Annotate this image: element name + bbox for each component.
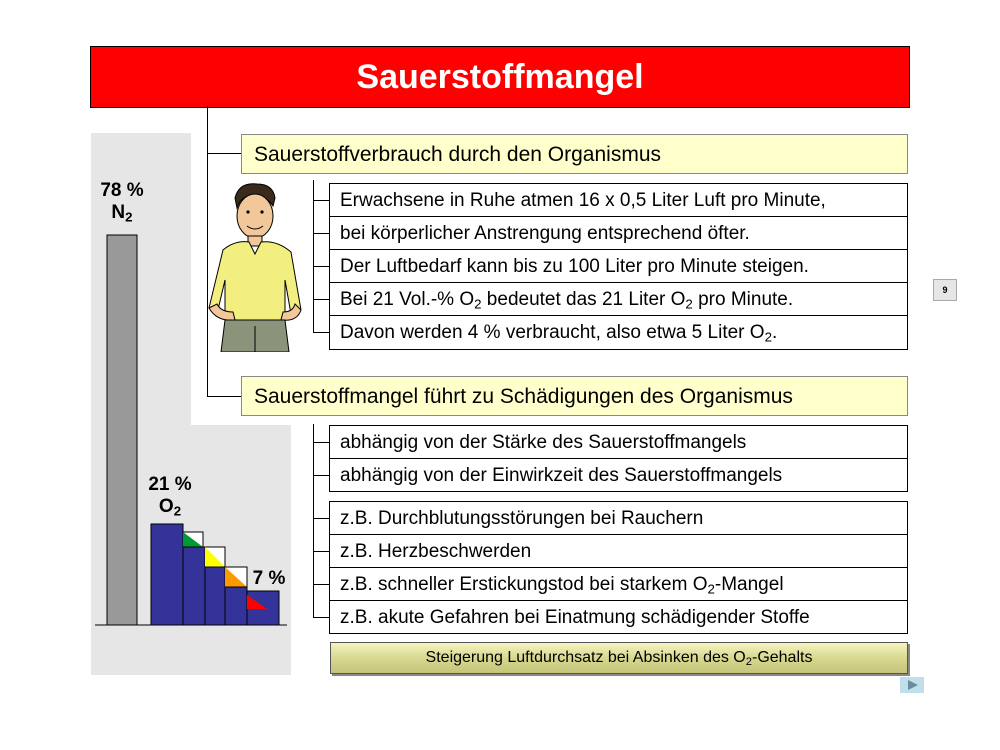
list-item: bei körperlicher Anstrengung entsprechend öfter. bbox=[330, 217, 907, 250]
o2-formula: $O_2$ bbox=[158, 496, 182, 519]
section1-tick-2 bbox=[313, 233, 329, 234]
section2-heading: Sauerstoffmangel führt zu Schädigungen des Organismus bbox=[241, 376, 908, 416]
o2-percent: 21 % bbox=[148, 474, 192, 495]
section2-group2-list bbox=[329, 501, 908, 634]
section2-tick-5 bbox=[313, 584, 329, 585]
o2-label bbox=[140, 474, 200, 522]
section2-tick-4 bbox=[313, 551, 329, 552]
list-item: z.B. akute Gefahren bei Einatmung schädigender Stoffe bbox=[340, 607, 810, 628]
list-item: abhängig von der Einwirkzeit des Sauerstoffmangels bbox=[340, 465, 783, 486]
section2-tick-3 bbox=[313, 518, 329, 519]
list-item: Erwachsene in Ruhe atmen 16 x 0,5 Liter Luft pro Minute, bbox=[330, 184, 907, 217]
connector-branch-2 bbox=[207, 396, 241, 397]
page-title: Sauerstoffmangel bbox=[90, 46, 910, 108]
section2-tick-2 bbox=[313, 475, 329, 476]
section1-tick-1 bbox=[313, 200, 329, 201]
steigerung-link-button[interactable]: Steigerung Luftdurchsatz bei Absinken des $O_2$-Gehalts bbox=[330, 642, 908, 674]
list-item: Bei 21 Vol.-% $O_2$ bedeutet das 21 Liter $O_2$ pro Minute. bbox=[330, 283, 907, 316]
play-arrow-icon bbox=[900, 677, 924, 693]
n2-percent: 78 % bbox=[100, 180, 144, 201]
step-blue-3 bbox=[225, 587, 247, 625]
next-slide-button[interactable] bbox=[900, 677, 924, 693]
list-item: z.B. Durchblutungsstörungen bei Rauchern bbox=[330, 502, 907, 535]
section1-tick-4 bbox=[313, 299, 329, 300]
section2-tick-1 bbox=[313, 442, 329, 443]
list-item: abhängig von der Stärke des Sauerstoffmangels bbox=[330, 426, 907, 459]
list-item: Der Luftbedarf kann bis zu 100 Liter pro Minute steigen. bbox=[330, 250, 907, 283]
step-blue-1 bbox=[183, 547, 205, 625]
section2-tick-6 bbox=[313, 617, 329, 618]
low-o2-label: 7 % bbox=[252, 568, 286, 589]
section1-list bbox=[329, 183, 908, 350]
section1-heading: Sauerstoffverbrauch durch den Organismus bbox=[241, 134, 908, 174]
list-item: Davon werden 4 % verbraucht, also etwa 5 Liter $O_2$. bbox=[340, 322, 778, 345]
section1-tick-3 bbox=[313, 266, 329, 267]
n2-bar bbox=[107, 235, 137, 625]
section2-group1-list bbox=[329, 425, 908, 492]
person-illustration bbox=[205, 180, 315, 352]
n2-formula: $N_2$ bbox=[111, 202, 133, 225]
slide-number: 9 bbox=[933, 279, 957, 301]
list-item: z.B. Herzbeschwerden bbox=[330, 535, 907, 568]
step-blue-2 bbox=[205, 567, 225, 625]
connector-branch-1 bbox=[207, 153, 241, 154]
section1-tick-5 bbox=[313, 332, 329, 333]
section2-bracket bbox=[313, 424, 314, 618]
list-item: z.B. schneller Erstickungstod bei starkem $O_2$-Mangel bbox=[330, 568, 907, 601]
section1-bracket bbox=[313, 180, 314, 333]
o2-bar bbox=[151, 524, 183, 625]
